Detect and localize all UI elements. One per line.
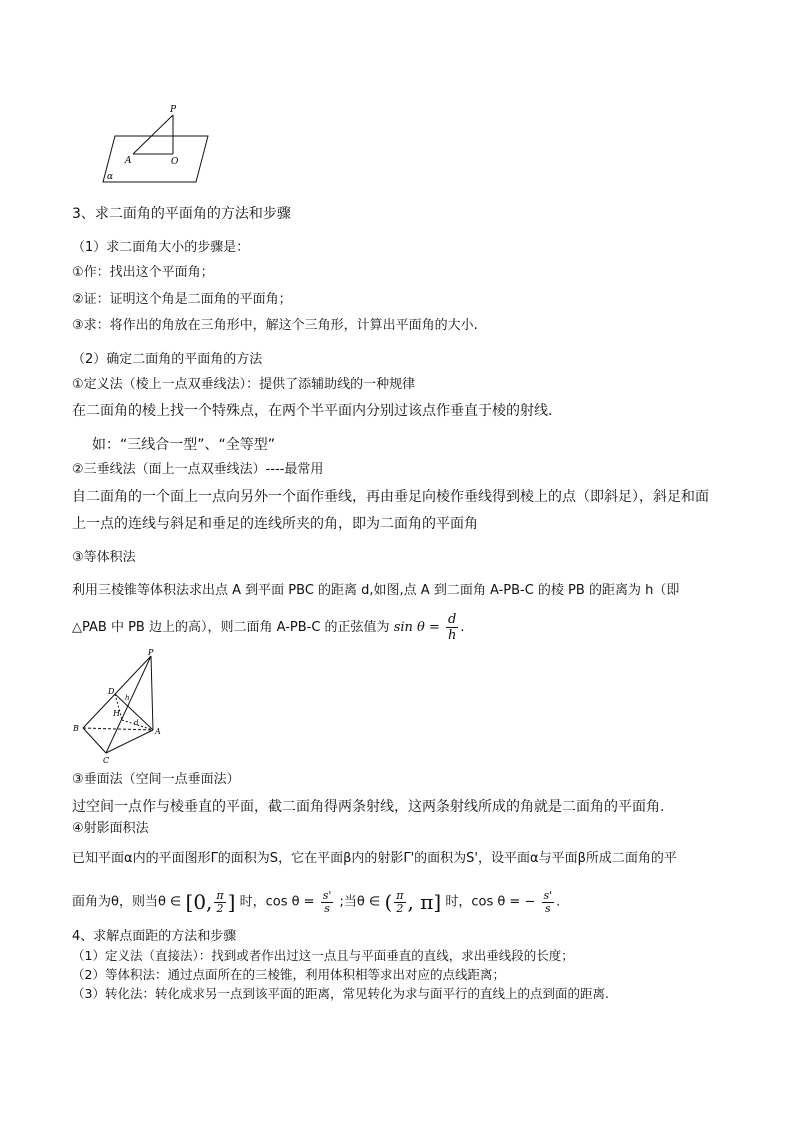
plane-perpendicular-figure: [100, 100, 215, 186]
fraction-neg-s-prime-over-s: [542, 890, 555, 915]
method5-text2: [72, 885, 560, 919]
method5-period: .: [556, 894, 561, 910]
method2-title: ②三垂线法（面上一点双垂线法）----最常用: [72, 462, 324, 477]
section4-item3: （3）转化法：转化成求另一点到该平面的距离，常见转化为求与面平行的直线上的点到面的距离.: [72, 986, 609, 1001]
method4-text: 过空间一点作与棱垂直的平面，截二面角得两条射线，这两条射线所成的角就是二面角的平面角.: [72, 799, 665, 815]
edge-pa: [151, 656, 153, 730]
s-prime-numerator: s': [322, 888, 332, 902]
fraction-pi-over-2-second: [394, 890, 405, 915]
pi-numerator: π: [216, 888, 224, 902]
sin-formula: sin θ =: [393, 620, 440, 635]
interval1-left: [0,: [185, 890, 213, 914]
label-a: A: [125, 156, 132, 166]
pi-numerator-2: π: [396, 888, 404, 902]
method5-text2-b: 时，cos θ =: [239, 894, 315, 910]
label-d-small: d: [134, 719, 139, 727]
method5-text1: 已知平面α内的平面图形Γ的面积为S，它在平面β内的射影Γ'的面积为S'，设平面α与平面β所成二面角的平: [72, 851, 677, 866]
fraction-numerator: d: [446, 612, 458, 628]
edge-bc: [83, 728, 106, 753]
fraction-denominator: h: [448, 628, 457, 643]
label-o: O: [171, 157, 179, 167]
step1: ①作：找出这个平面角；: [72, 265, 214, 280]
method3-text1: 利用三棱锥等体积法求出点 A 到平面 PBC 的距离 d,如图,点 A 到二面角 A-PB-C 的棱 PB 的距离为 h（即: [72, 583, 680, 598]
label-a2: A: [155, 727, 161, 736]
s-denominator-2: s: [545, 901, 551, 915]
method3-text2-prefix: △PAB 中 PB 边上的高），则二面角 A-PB-C 的正弦值为: [72, 620, 390, 635]
method5-title: ④射影面积法: [72, 821, 149, 836]
two-denominator-2: 2: [396, 901, 404, 915]
label-h-point: H: [113, 709, 120, 718]
method5-text2-d: 时，cos θ = −: [445, 894, 536, 910]
label-b: B: [73, 724, 79, 733]
method1-example: 如：“三线合一型”、“全等型”: [92, 437, 276, 453]
method3-text2: [72, 610, 465, 646]
label-p: P: [170, 105, 177, 115]
fraction-d-over-h: [446, 612, 458, 643]
label-alpha: α: [107, 172, 114, 182]
plane-alpha: [103, 136, 208, 182]
s-denominator: s: [324, 901, 330, 915]
label-d-point: D: [108, 687, 115, 696]
method3-title: ③等体积法: [72, 550, 136, 565]
two-denominator: 2: [216, 901, 224, 915]
edge-ca: [106, 730, 153, 753]
step2: ②证：证明这个角是二面角的平面角；: [72, 292, 292, 307]
edge-pc: [106, 656, 151, 753]
oblique-pa: [133, 115, 173, 154]
sub1: （1）求二面角大小的步骤是：: [72, 240, 250, 255]
fraction-pi-over-2: [214, 890, 225, 915]
method5-text2-a: 面角为θ，则当θ ∈: [72, 894, 182, 910]
label-c: C: [103, 756, 110, 765]
section4-item1: （1）定义法（直接法）：找到或者作出过这一点且与平面垂直的直线，求出垂线段的长度；: [72, 948, 574, 963]
label-p2: P: [148, 648, 154, 657]
method2-text2: 上一点的连线与斜足和垂足的连线所夹的角，即为二面角的平面角: [72, 516, 478, 532]
formula-period: .: [460, 620, 465, 635]
interval2-left: (: [384, 890, 393, 914]
method5-text2-c: ;当θ ∈: [339, 894, 381, 910]
section4-item2: （2）等体积法：通过点面所在的三棱锥，利用体积相等求出对应的点线距离；: [72, 967, 505, 982]
method1-title: ①定义法（棱上一点双垂线法）：提供了添辅助线的一种规律: [72, 377, 416, 392]
interval1-right: ]: [227, 890, 236, 914]
method2-text1: 自二面角的一个面上一点向另外一个面作垂线，再由垂足向棱作垂线得到棱上的点（即斜足），斜足和面: [72, 489, 709, 505]
fraction-s-prime-over-s: [321, 890, 334, 915]
label-h-small: h: [125, 694, 130, 702]
method1-text: 在二面角的棱上找一个特殊点，在两个半平面内分别过该点作垂直于棱的射线.: [72, 403, 553, 419]
section4-heading: 4、求解点面距的方法和步骤: [72, 929, 237, 944]
sub2: （2）确定二面角的平面角的方法: [72, 352, 263, 367]
s-prime-numerator-2: s': [543, 888, 553, 902]
tetrahedron-figure: [70, 648, 170, 766]
method4-title: ③垂面法（空间一点垂面法）: [72, 772, 240, 787]
step3: ③求：将作出的角放在三角形中，解这个三角形，计算出平面角的大小.: [72, 318, 478, 333]
section3-heading: 3、求二面角的平面角的方法和步骤: [72, 206, 291, 222]
interval2-right: , π]: [407, 890, 442, 914]
